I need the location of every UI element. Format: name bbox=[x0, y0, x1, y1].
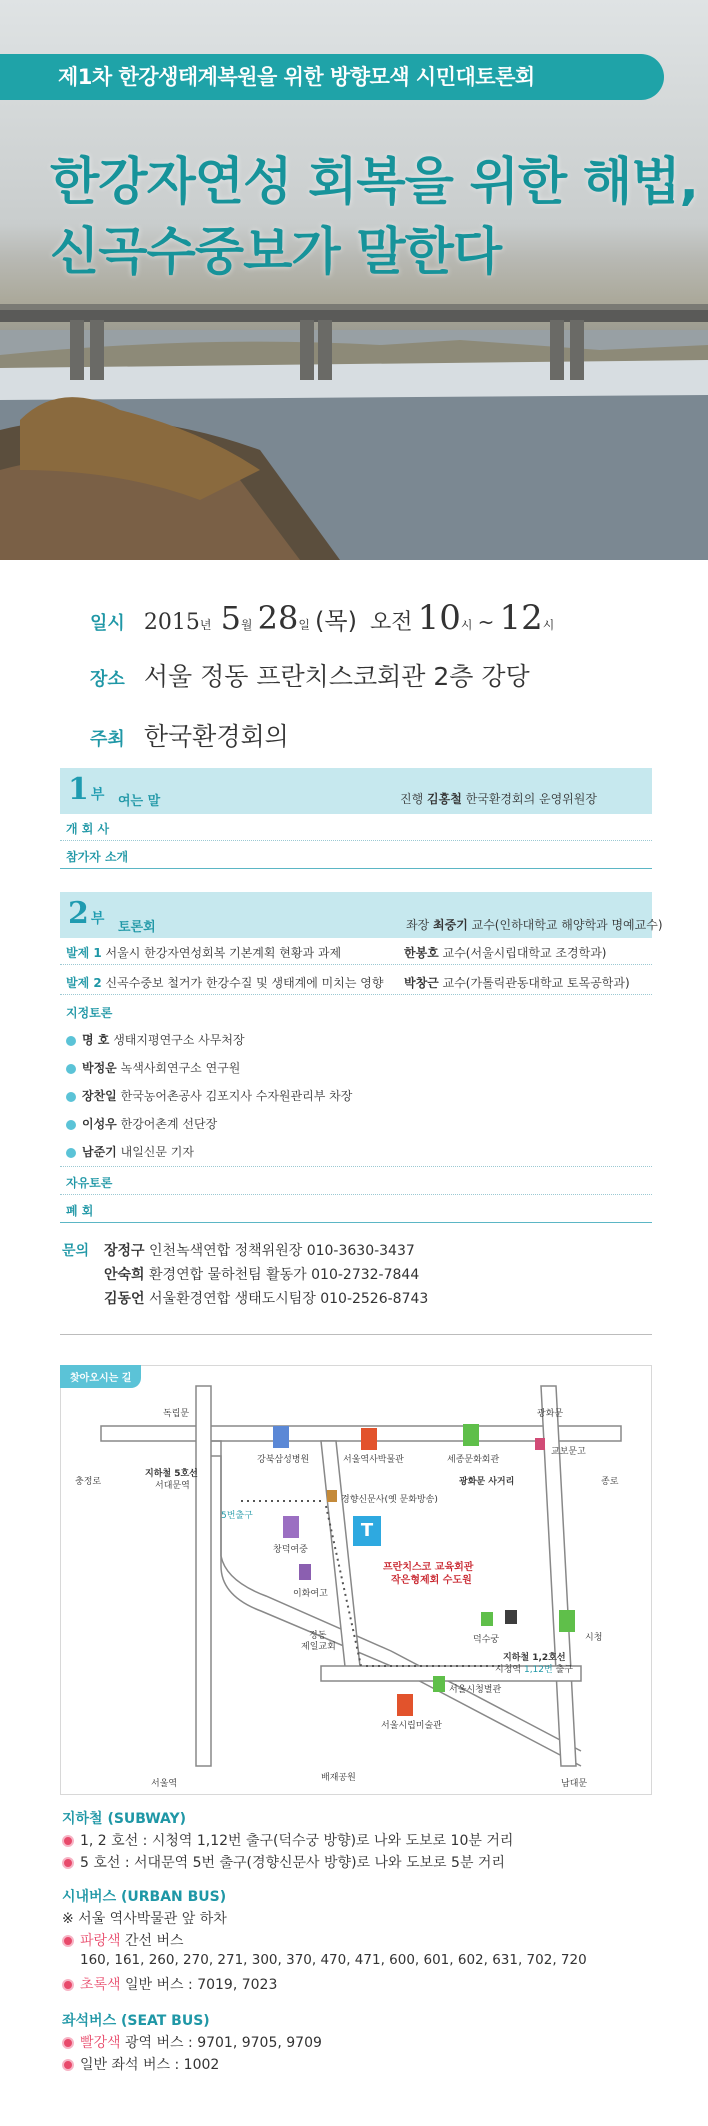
divider bbox=[60, 964, 652, 965]
bullet-icon bbox=[66, 1064, 76, 1074]
part2-bu: 부 bbox=[90, 911, 105, 927]
presentation-1 bbox=[66, 944, 652, 961]
p1-text: 서울시 한강자연성회복 기본계획 현황과 과제 bbox=[105, 946, 342, 960]
part2-chair-name: 최중기 bbox=[433, 918, 468, 932]
map-sema: 서울시립미술관 bbox=[381, 1721, 442, 1731]
map-baejae: 배재공원 bbox=[321, 1773, 356, 1783]
building-icon bbox=[283, 1516, 299, 1538]
part1-row-opening: 개 회 사 bbox=[66, 822, 110, 836]
map-kyobo: 교보문고 bbox=[551, 1447, 586, 1457]
map-subway12: 지하철 1,2호선 bbox=[503, 1653, 566, 1663]
bus-blue bbox=[62, 1930, 184, 1950]
map-kyunghyang: 경향신문사(옛 문화방송) bbox=[341, 1495, 438, 1505]
bullet-icon bbox=[62, 1857, 74, 1869]
bullet-icon bbox=[62, 1835, 74, 1847]
bullet-icon bbox=[62, 1935, 74, 1947]
contact-desc: 서울환경연합 생태도시팀장 010-2526-8743 bbox=[149, 1291, 429, 1307]
map-kangbuk: 강북삼성병원 bbox=[257, 1455, 310, 1465]
directions-map bbox=[60, 1365, 652, 1795]
main-title-line2: 신곡수중보가 말한다 bbox=[50, 223, 502, 282]
building-icon bbox=[299, 1564, 311, 1580]
part2-chair-role: 좌장 bbox=[406, 918, 430, 932]
date-end: 12 bbox=[499, 598, 543, 638]
bullet-icon bbox=[62, 2037, 74, 2049]
subway-l1: 1, 2 호선 : 시청역 1,12번 출구(덕수궁 방향)로 나와 도보로 10분 거리 bbox=[80, 1833, 514, 1849]
part2-title: 토론회 bbox=[118, 920, 156, 935]
p2-name: 박창근 bbox=[404, 976, 439, 990]
venue-icon: T bbox=[353, 1516, 381, 1546]
contact-desc: 인천녹색연합 정책위원장 010-3630-3437 bbox=[149, 1243, 415, 1259]
seat-normal bbox=[62, 2054, 219, 2074]
seat-red-label: 빨강색 bbox=[80, 2035, 121, 2051]
panelist bbox=[66, 1031, 245, 1048]
divider bbox=[60, 1166, 652, 1167]
main-title-line1: 한강자연성 회복을 위한 해법, bbox=[50, 153, 698, 212]
venue-row bbox=[90, 657, 530, 693]
map-jeil: 제일교회 bbox=[301, 1642, 336, 1652]
p2-label: 발제 2 bbox=[66, 976, 102, 990]
contact-item bbox=[104, 1240, 415, 1260]
map-deoksugung: 덕수궁 bbox=[473, 1635, 500, 1645]
map-cityhall: 시청 bbox=[585, 1633, 603, 1643]
part1-bu: 부 bbox=[90, 787, 105, 803]
map-roads bbox=[61, 1366, 651, 1794]
date-start: 10 bbox=[417, 598, 461, 638]
p2-desc: 교수(가톨릭관동대학교 토목공학과) bbox=[442, 976, 630, 990]
part2-num: 2 bbox=[68, 896, 89, 931]
contact-name: 안숙희 bbox=[104, 1267, 145, 1283]
map-jongno: 종로 bbox=[601, 1477, 619, 1487]
part1-row-intro: 참가자 소개 bbox=[66, 850, 129, 864]
contact-name: 김동언 bbox=[104, 1291, 145, 1307]
building-icon bbox=[463, 1424, 479, 1446]
seat-red-rest: 광역 버스 : 9701, 9705, 9709 bbox=[125, 2035, 322, 2051]
free-discussion: 자유토론 bbox=[66, 1176, 113, 1190]
bullet-icon bbox=[62, 1979, 74, 1991]
date-year: 2015 bbox=[143, 610, 200, 635]
date-day: 28 bbox=[257, 599, 299, 637]
bus-green-rest: 일반 버스 : 7019, 7023 bbox=[125, 1977, 278, 1993]
building-icon bbox=[481, 1612, 493, 1626]
date-si2: 시 bbox=[542, 618, 555, 632]
building-icon bbox=[535, 1438, 545, 1450]
map-annex: 서울시청별관 bbox=[449, 1685, 502, 1695]
divider bbox=[60, 1334, 652, 1335]
map-exit5: 5번출구 bbox=[221, 1511, 253, 1521]
panelist-name: 남준기 bbox=[82, 1145, 117, 1159]
part1-number bbox=[68, 772, 104, 807]
map-seodaemun: 서대문역 bbox=[155, 1481, 190, 1491]
part1-chair-name: 김홍철 bbox=[427, 792, 462, 806]
venue-label: 장소 bbox=[90, 669, 125, 690]
map-namdaemun: 남대문 bbox=[561, 1779, 588, 1789]
panelist bbox=[66, 1115, 217, 1132]
map-changdeok: 창덕여중 bbox=[273, 1545, 308, 1555]
closing: 폐 회 bbox=[66, 1204, 94, 1218]
bus-blue-numbers: 160, 161, 260, 270, 271, 300, 370, 470, 471, 600, 601, 602, 631, 702, 720 bbox=[80, 1952, 587, 1968]
subway-line1 bbox=[62, 1830, 513, 1850]
bus-title: 시내버스 (URBAN BUS) bbox=[62, 1889, 227, 1905]
date-dow: (목) bbox=[315, 607, 357, 635]
map-seoul-museum: 서울역사박물관 bbox=[343, 1455, 404, 1465]
building-icon bbox=[327, 1490, 337, 1502]
panelist-name: 명 호 bbox=[82, 1033, 110, 1047]
seat-title: 좌석버스 (SEAT BUS) bbox=[62, 2013, 210, 2029]
map-subway5: 지하철 5호선 bbox=[145, 1469, 198, 1479]
map-ewha: 이화여고 bbox=[293, 1589, 328, 1599]
divider bbox=[60, 1222, 652, 1223]
building-icon bbox=[433, 1676, 445, 1692]
divider bbox=[60, 994, 652, 995]
contact-desc: 환경연합 물하천팀 활동가 010-2732-7844 bbox=[149, 1267, 420, 1283]
divider bbox=[60, 1194, 652, 1195]
bullet-icon bbox=[66, 1036, 76, 1046]
bus-blue-rest: 간선 버스 bbox=[125, 1933, 184, 1949]
map-jeongdong: 정동 bbox=[309, 1631, 327, 1641]
divider bbox=[60, 868, 652, 869]
seat-red bbox=[62, 2032, 322, 2052]
building-icon bbox=[397, 1694, 413, 1716]
presentation-2 bbox=[66, 974, 652, 991]
building-icon bbox=[559, 1610, 575, 1632]
panelist-desc: 생태지평연구소 사무처장 bbox=[113, 1033, 245, 1047]
panelist-name: 장찬일 bbox=[82, 1089, 117, 1103]
map-chungjeongno: 충정로 bbox=[75, 1477, 102, 1487]
panelist bbox=[66, 1059, 240, 1076]
bus-blue-label: 파랑색 bbox=[80, 1933, 121, 1949]
panelist bbox=[66, 1087, 352, 1104]
map-tag: 찾아오시는 길 bbox=[60, 1365, 141, 1388]
map-gwanghwamun: 광화문 bbox=[537, 1409, 564, 1419]
part1-num: 1 bbox=[68, 772, 89, 807]
bullet-icon bbox=[66, 1148, 76, 1158]
subway-l2: 5 호선 : 서대문역 5번 출구(경향신문사 방향)로 나와 도보로 5분 거리 bbox=[80, 1855, 505, 1871]
contact-name: 장정구 bbox=[104, 1243, 145, 1259]
map-gwanghwamun-sageori: 광화문 사거리 bbox=[459, 1477, 515, 1487]
venue-text: 서울 정동 프란치스코회관 2층 강당 bbox=[143, 662, 530, 691]
part2-number bbox=[68, 896, 104, 931]
part1-title: 여는 말 bbox=[118, 794, 161, 809]
contact-item bbox=[104, 1288, 428, 1308]
map-exit12-row bbox=[495, 1662, 573, 1675]
contact-label: 문의 bbox=[62, 1243, 90, 1259]
host-text: 한국환경회의 bbox=[143, 722, 289, 751]
date-month: 5 bbox=[220, 599, 241, 637]
map-cityhall-st: 시청역 bbox=[495, 1665, 522, 1675]
bullet-icon bbox=[62, 2059, 74, 2071]
panelist-desc: 내일신문 기자 bbox=[120, 1145, 194, 1159]
panelist-desc: 한국농어촌공사 김포지사 수자원관리부 차장 bbox=[120, 1089, 353, 1103]
date-ampm: 오전 bbox=[370, 610, 413, 635]
map-exit-word: 출구 bbox=[555, 1665, 573, 1675]
subway-line2 bbox=[62, 1852, 505, 1872]
panelist-name: 박정운 bbox=[82, 1061, 117, 1075]
p2-presenter bbox=[404, 974, 630, 991]
building-icon bbox=[361, 1428, 377, 1450]
p1-label: 발제 1 bbox=[66, 946, 102, 960]
subway-title: 지하철 (SUBWAY) bbox=[62, 1811, 187, 1827]
map-venue2: 작은형제회 수도원 bbox=[391, 1575, 472, 1586]
panelist-name: 이성우 bbox=[82, 1117, 117, 1131]
bullet-icon bbox=[66, 1092, 76, 1102]
part1-chair-role: 진행 bbox=[400, 792, 424, 806]
date-row bbox=[90, 598, 554, 638]
building-icon bbox=[273, 1426, 289, 1448]
panelist-desc: 한강어촌계 선단장 bbox=[120, 1117, 218, 1131]
map-exit12: 1,12번 bbox=[523, 1665, 553, 1675]
host-row bbox=[90, 717, 289, 753]
date-tilde: ~ bbox=[477, 610, 495, 634]
panelist bbox=[66, 1143, 194, 1160]
seat-l2: 일반 좌석 버스 : 1002 bbox=[80, 2057, 220, 2073]
part1-chair bbox=[400, 790, 597, 807]
panelist-desc: 녹색사회연구소 연구원 bbox=[120, 1061, 241, 1075]
contact-item bbox=[104, 1264, 419, 1284]
bullet-icon bbox=[66, 1120, 76, 1130]
date-label: 일시 bbox=[90, 613, 125, 634]
map-venue1: 프란치스코 교육회관 bbox=[383, 1562, 474, 1573]
map-sejong: 세종문화회관 bbox=[447, 1455, 500, 1465]
building-icon bbox=[505, 1610, 517, 1624]
event-banner: 제1차 한강생태계복원을 위한 방향모색 시민대토론회 bbox=[0, 54, 664, 100]
part2-header bbox=[60, 892, 663, 938]
map-seoul-st: 서울역 bbox=[151, 1779, 178, 1789]
p1-presenter bbox=[404, 944, 606, 961]
bus-note: ※ 서울 역사박물관 앞 하차 bbox=[62, 1911, 227, 1927]
part2-chair bbox=[406, 916, 663, 933]
p2-text: 신곡수중보 철거가 한강수질 및 생태계에 미치는 영향 bbox=[105, 976, 384, 990]
date-wol: 월 bbox=[240, 618, 253, 632]
p1-name: 한봉호 bbox=[404, 946, 439, 960]
map-dongnimmun: 독립문 bbox=[163, 1409, 190, 1419]
part2-chair-desc: 교수(인하대학교 해양학과 명예교수) bbox=[471, 918, 663, 932]
date-nyeon: 년 bbox=[199, 618, 212, 632]
part1-chair-desc: 한국환경회의 운영위원장 bbox=[465, 792, 597, 806]
p1-desc: 교수(서울시립대학교 조경학과) bbox=[442, 946, 607, 960]
divider bbox=[60, 840, 652, 841]
date-si1: 시 bbox=[460, 618, 473, 632]
bus-green-label: 초록색 bbox=[80, 1977, 121, 1993]
part1-header bbox=[60, 768, 652, 814]
panel-label: 지정토론 bbox=[66, 1006, 113, 1020]
date-il: 일 bbox=[298, 618, 310, 632]
bus-green bbox=[62, 1974, 277, 1994]
host-label: 주최 bbox=[90, 729, 125, 750]
